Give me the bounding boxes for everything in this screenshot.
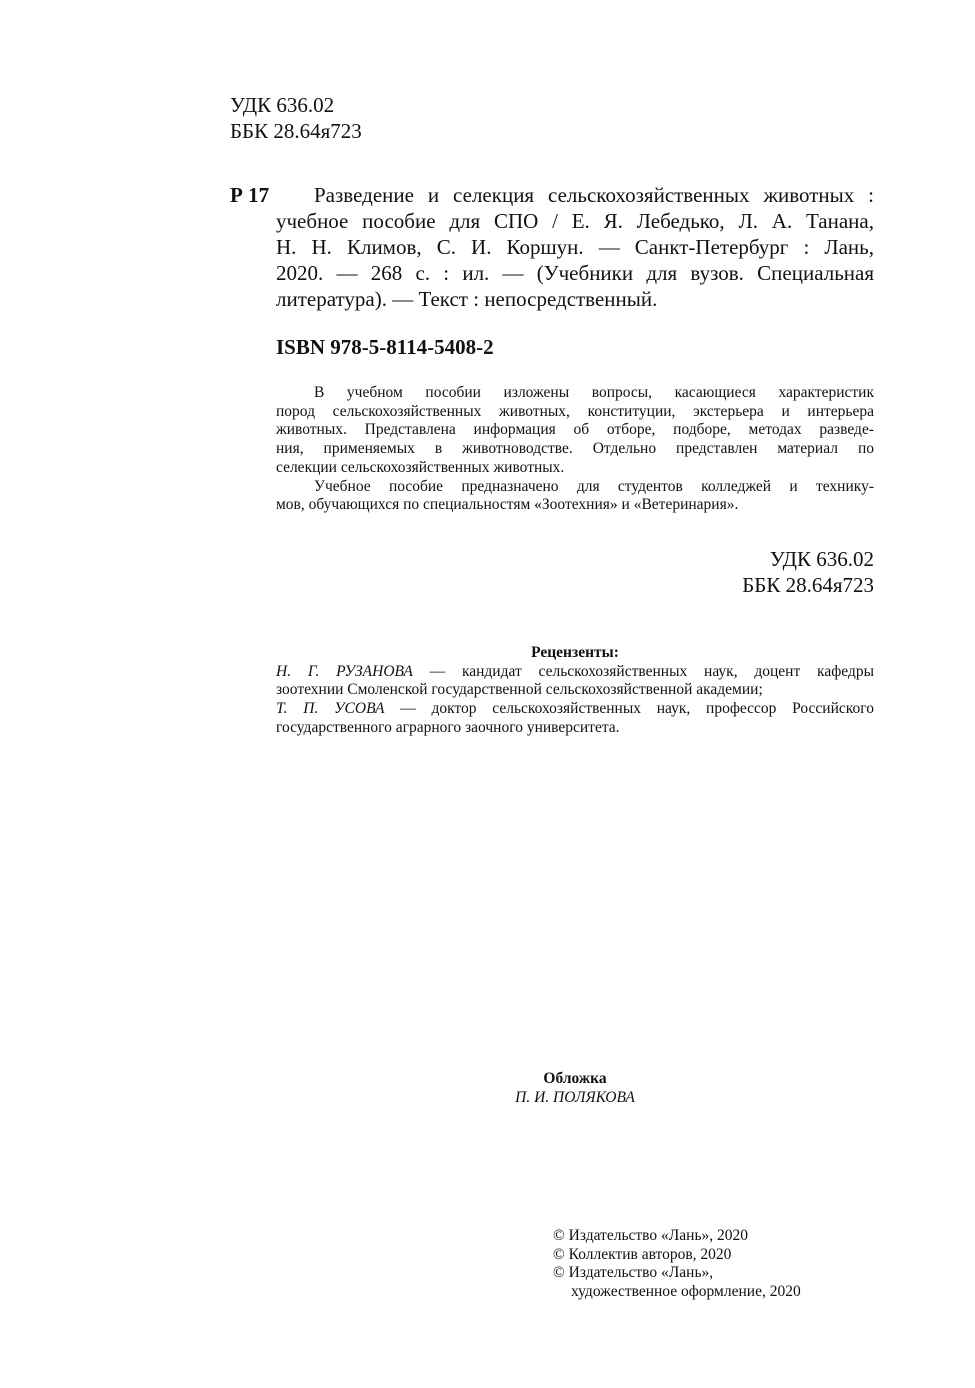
copyright-line: © Издательство «Лань», 2020 (553, 1227, 749, 1244)
copyright-line: © Коллектив авторов, 2020 (553, 1245, 732, 1263)
copyright-block (553, 1227, 801, 1302)
abstract-line: пород сельскохозяйственных животных, конституции, экстерьера и интерьера (276, 402, 874, 420)
abstract-line: мов, обучающихся по специальностям «Зоотехния» и «Ветеринария». (276, 496, 739, 514)
biblio-line: литература). — Текст : непосредственный. (276, 287, 658, 311)
reviewer-name: Н. Г. РУЗАНОВА (276, 662, 413, 680)
biblio-line: учебное пособие для СПО / Е. Я. Лебедько, Л. А. Танана, (276, 209, 874, 233)
abstract-line: В учебном пособии изложены вопросы, касающиеся характеристик (314, 384, 874, 401)
udk-block-top (230, 92, 362, 144)
copyright-line: © Издательство «Лань», (553, 1264, 714, 1282)
bibliographic-description (276, 182, 874, 312)
reviewer-line (276, 663, 874, 682)
reviewers (276, 644, 874, 738)
cover-heading: Обложка (543, 1070, 607, 1087)
author-mark: Р 17 (230, 183, 270, 207)
abstract-line: Учебное пособие предназначено для студентов колледжей и технику- (314, 477, 874, 495)
reviewer-line (276, 700, 874, 719)
bbk-code: ББК 28.64я723 (230, 119, 362, 143)
biblio-line: Н. Н. Климов, С. И. Коршун. — Санкт-Петербург : Лань, (276, 235, 874, 259)
biblio-line: Разведение и селекция сельскохозяйственных животных : (314, 183, 874, 207)
abstract-line: животных. Представлена информация об отборе, подборе, методах разведе- (276, 421, 874, 439)
abstract-line: ния, применяемых в животноводстве. Отдельно представлен материал по (276, 440, 874, 458)
reviewer-name: Т. П. УСОВА (276, 700, 385, 718)
reviewer-line: государственного аграрного заочного университета. (276, 718, 620, 736)
reviewer-credentials: — доктор сельскохозяйственных наук, профессор Российского (384, 700, 874, 718)
isbn: ISBN 978-5-8114-5408-2 (276, 335, 494, 359)
abstract (276, 384, 874, 515)
udk-block-bottom (600, 546, 874, 598)
udk-code: УДК 636.02 (769, 547, 874, 571)
udk-code: УДК 636.02 (230, 93, 335, 117)
reviewer-credentials: — кандидат сельскохозяйственных наук, доцент кафедры (412, 662, 874, 680)
bbk-code: ББК 28.64я723 (742, 573, 874, 597)
copyright-line: художественное оформление, 2020 (571, 1283, 801, 1301)
reviewers-heading: Рецензенты: (531, 644, 619, 661)
biblio-line: 2020. — 268 с. : ил. — (Учебники для вузов. Специальная (276, 261, 874, 285)
cover-credit (276, 1070, 874, 1107)
reviewer-line: зоотехнии Смоленской государственной сельскохозяйственной академии; (276, 681, 763, 699)
cover-designer: П. И. ПОЛЯКОВА (515, 1088, 635, 1106)
abstract-line: селекции сельскохозяйственных животных. (276, 458, 565, 476)
